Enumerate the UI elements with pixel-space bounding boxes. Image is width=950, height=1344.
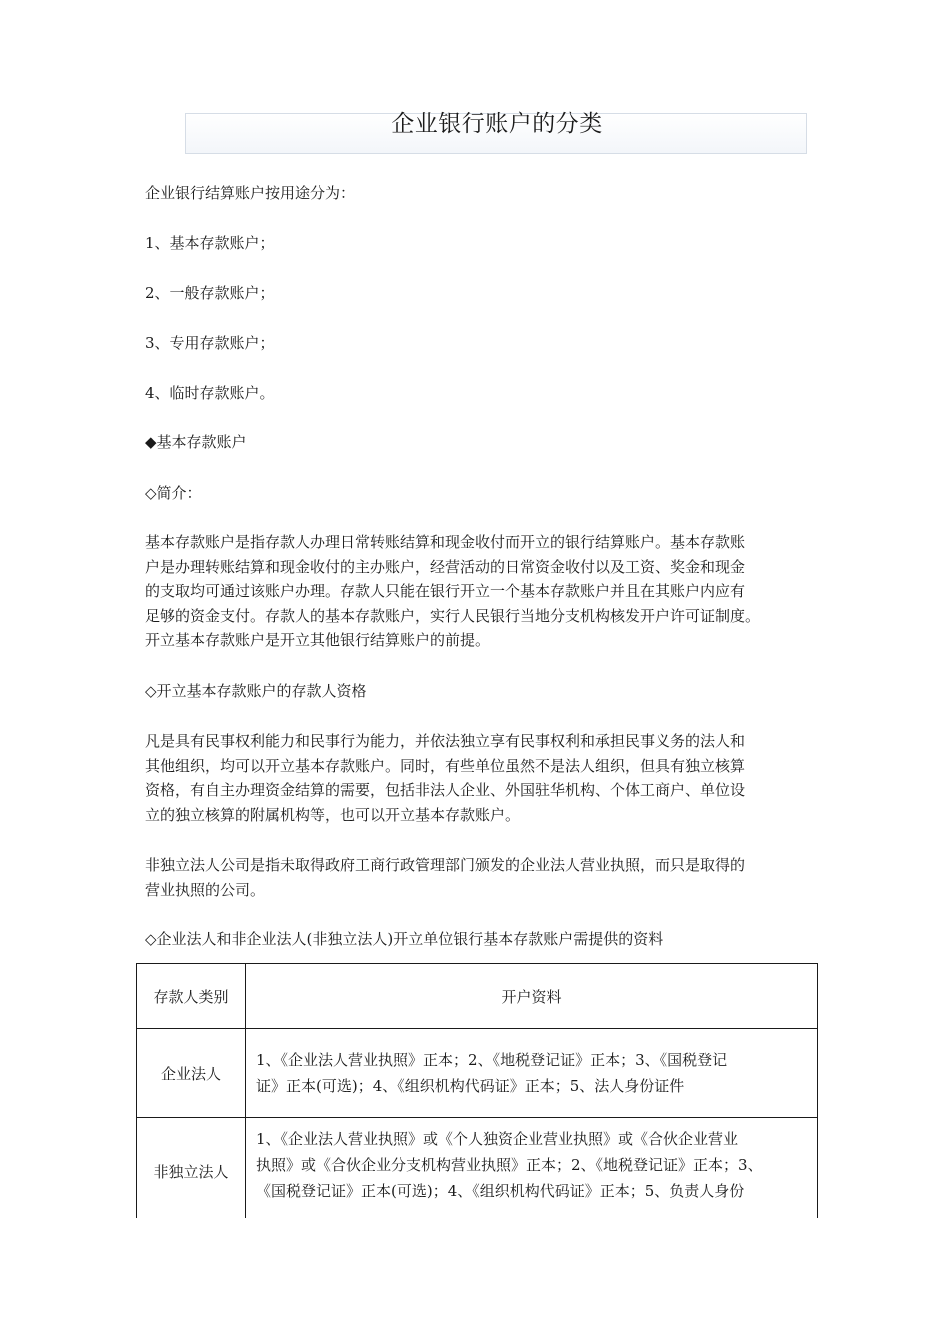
materials-line: 证》正本(可选)；4、《组织机构代码证》正本；5、法人身份证件 — [256, 1077, 685, 1095]
intro-heading: ◇简介： — [145, 484, 202, 502]
table-cell-category: 企业法人 — [137, 1029, 246, 1118]
table-cell-materials — [246, 1118, 818, 1219]
list-item-1: 1、基本存款账户； — [145, 234, 275, 252]
intro-paragraph-line: 户是办理转账结算和现金收付的主办账户，经营活动的日常资金收付以及工资、奖金和现金 — [145, 557, 746, 576]
qualification-paragraph-line: 资格，有自主办理资金结算的需要，包括非法人企业、外国驻华机构、个体工商户、单位设 — [145, 781, 746, 799]
materials-table — [136, 963, 818, 1218]
list-item-3: 3、专用存款账户； — [145, 334, 275, 352]
intro-paragraph-line: 开立基本存款账户是开立其他银行结算账户的前提。 — [145, 631, 491, 649]
table-cell-materials — [246, 1029, 818, 1118]
page-title: 企业银行账户的分类 — [391, 111, 603, 137]
intro-paragraph-line: 足够的资金支付。存款人的基本存款账户，实行人民银行当地分支机构核发开户许可证制度。 — [145, 606, 761, 625]
materials-line: 执照》或《合伙企业分支机构营业执照》正本；2、《地税登记证》正本；3、 — [256, 1156, 763, 1174]
table-header-row — [137, 964, 818, 1029]
list-item-2: 2、一般存款账户； — [145, 284, 275, 302]
table-header-cell: 存款人类别 — [137, 964, 246, 1029]
table-row — [137, 1118, 818, 1219]
qualification-paragraph-line: 立的独立核算的附属机构等，也可以开立基本存款账户。 — [145, 805, 521, 824]
qualification-heading: ◇开立基本存款账户的存款人资格 — [145, 682, 367, 700]
materials-line: 1、《企业法人营业执照》或《个人独资企业营业执照》或《合伙企业营业 — [256, 1130, 739, 1148]
intro-paragraph-line: 的支取均可通过该账户办理。存款人只能在银行开立一个基本存款账户并且在其账户内应有 — [145, 582, 746, 600]
materials-line: 1、《企业法人营业执照》正本；2、《地税登记证》正本；3、《国税登记 — [256, 1051, 728, 1069]
section-heading: ◆基本存款账户 — [145, 433, 247, 451]
table-row — [137, 1029, 818, 1118]
table-header-cell: 开户资料 — [246, 964, 818, 1029]
table-cell-category: 非独立法人 — [137, 1118, 246, 1219]
list-item-4: 4、临时存款账户。 — [145, 384, 275, 402]
non-independent-paragraph-line: 营业执照的公司。 — [145, 880, 266, 899]
intro-paragraph-line: 基本存款账户是指存款人办理日常转账结算和现金收付而开立的银行结算账户。基本存款账 — [145, 533, 746, 551]
non-independent-paragraph-line: 非独立法人公司是指未取得政府工商行政管理部门颁发的企业法人营业执照，而只是取得的 — [145, 856, 746, 874]
qualification-paragraph-line: 其他组织，均可以开立基本存款账户。同时，有些单位虽然不是法人组织，但具有独立核算 — [145, 756, 746, 775]
qualification-paragraph-line: 凡是具有民事权利能力和民事行为能力，并依法独立享有民事权利和承担民事义务的法人和 — [145, 732, 746, 750]
materials-line: 《国税登记证》正本(可选)；4、《组织机构代码证》正本；5、负责人身份 — [256, 1182, 745, 1200]
materials-heading: ◇企业法人和非企业法人(非独立法人)开立单位银行基本存款账户需提供的资料 — [145, 930, 664, 948]
intro-text: 企业银行结算账户按用途分为： — [145, 184, 356, 202]
